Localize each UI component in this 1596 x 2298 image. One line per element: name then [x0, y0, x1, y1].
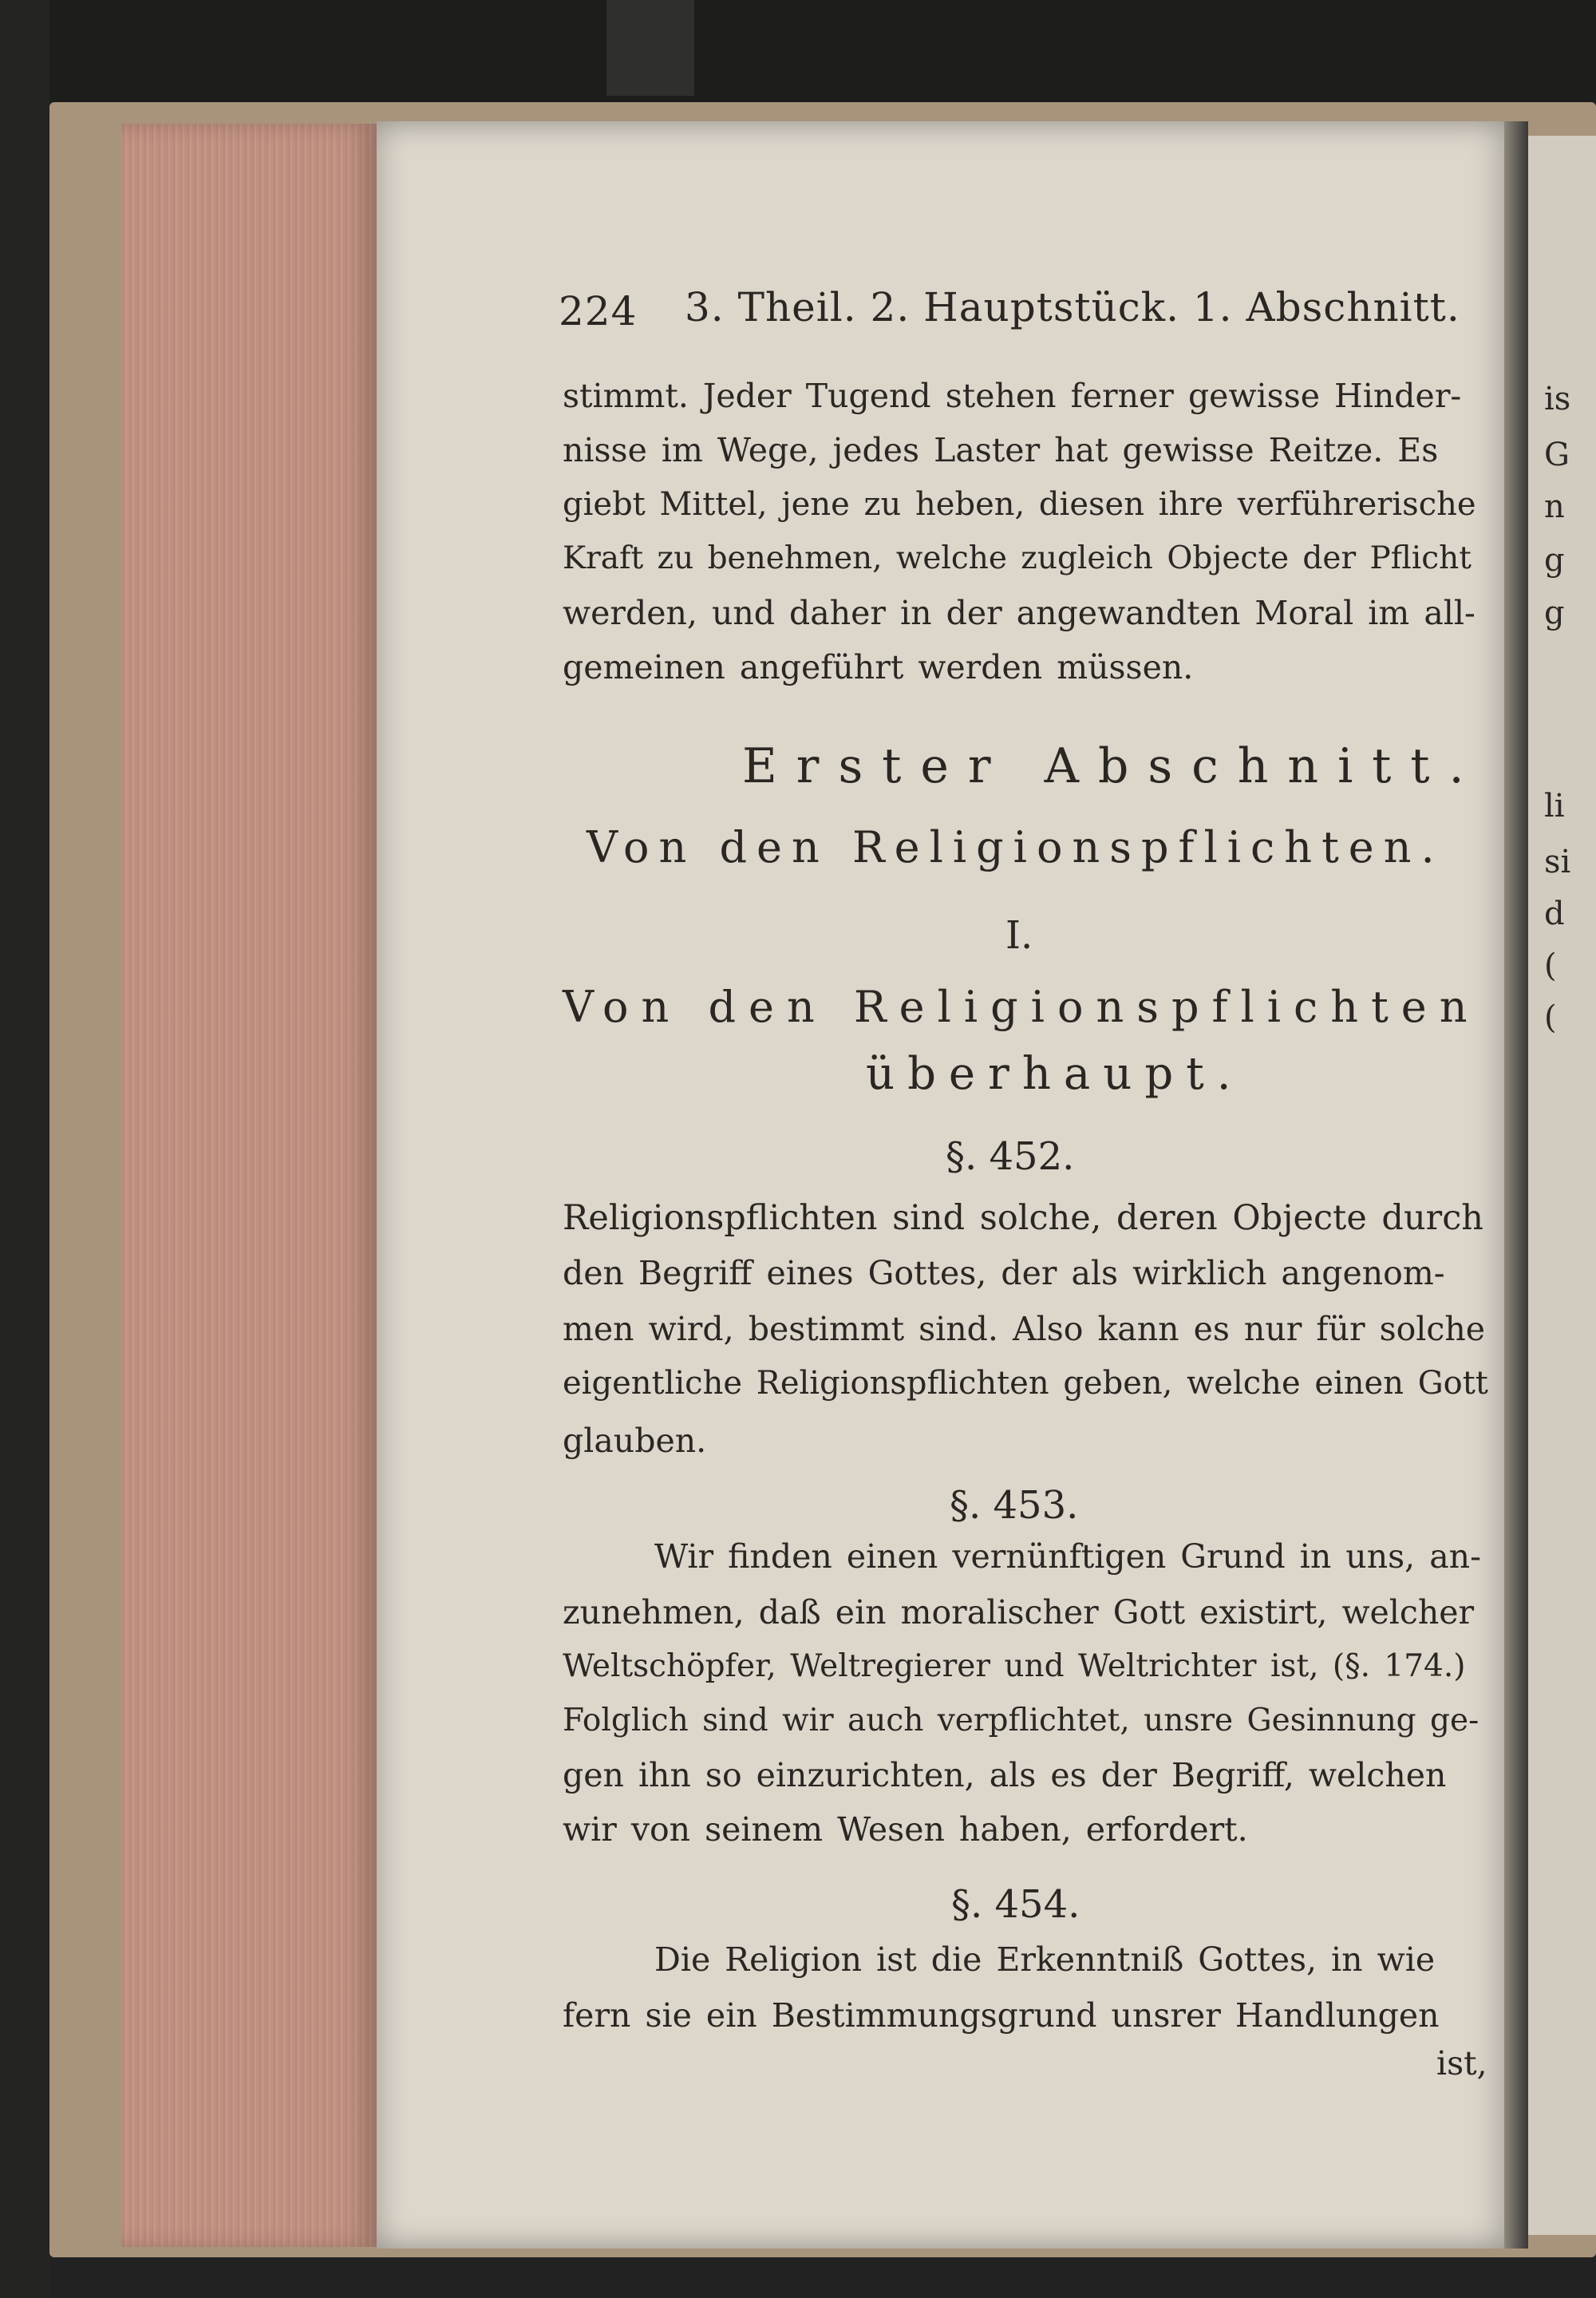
paragraph-line: glauben. — [563, 1422, 707, 1460]
facing-page-fragment: ( — [1544, 999, 1557, 1036]
dark-backdrop-left — [0, 0, 49, 2298]
paragraph-number: §. 453. — [950, 1483, 1079, 1528]
paragraph-number: §. 454. — [951, 1882, 1080, 1927]
facing-page-fragment: is — [1544, 381, 1571, 417]
intro-line: Kraft zu benehmen, welche zugleich Objecte der Pflicht — [563, 540, 1472, 576]
facing-page-fragment: ( — [1544, 947, 1557, 984]
paragraph-line: men wird, bestimmt sind. Also kann es nur für solche — [563, 1310, 1486, 1348]
facing-page-fragment: li — [1544, 788, 1565, 825]
facing-page-fragment: G — [1544, 437, 1570, 473]
paragraph-line: Die Religion ist die Erkenntniß Gottes, in wie — [654, 1940, 1436, 1979]
paragraph-line: fern sie ein Bestimmungsgrund unsrer Handlungen — [563, 1996, 1440, 2035]
paragraph-line: ist, — [1436, 2044, 1487, 2082]
paragraph-line: Folglich sind wir auch verpflichtet, unsre Gesinnung ge- — [563, 1703, 1479, 1738]
paragraph-line: den Begriff eines Gottes, der als wirklich angenom- — [563, 1254, 1445, 1292]
subsection-title-line2: überhaupt. — [866, 1048, 1244, 1100]
paragraph-line: Wir finden einen vernünftigen Grund in uns, an- — [654, 1537, 1481, 1576]
intro-line: nisse im Wege, jedes Laster hat gewisse Reitze. Es — [563, 431, 1439, 469]
paragraph-line: zunehmen, daß ein moralischer Gott existirt, welcher — [563, 1593, 1475, 1632]
page-number: 224 — [559, 288, 638, 334]
paragraph-number: §. 452. — [946, 1134, 1075, 1179]
paragraph-line: wir von seinem Wesen haben, erfordert. — [563, 1810, 1248, 1849]
page-gutter — [1504, 121, 1528, 2249]
paragraph-line: eigentliche Religionspflichten geben, welche einen Gott — [563, 1365, 1488, 1402]
facing-page-fragment: si — [1544, 844, 1571, 880]
paragraph-line: gen ihn so einzurichten, als es der Begriff, welchen — [563, 1756, 1447, 1794]
subsection-number: I. — [1005, 913, 1033, 958]
section-subtitle: Von den Religionspflichten. — [587, 822, 1444, 872]
facing-page-fragment: g — [1544, 595, 1565, 631]
paragraph-line: Weltschöpfer, Weltregierer und Weltrichter ist, (§. 174.) — [563, 1648, 1466, 1684]
intro-line: werden, und daher in der angewandten Moral im all- — [563, 594, 1476, 632]
book-spine-strip — [606, 0, 694, 96]
running-title: 3. Theil. 2. Hauptstück. 1. Abschnitt. — [685, 284, 1460, 330]
facing-page — [1528, 136, 1596, 2235]
page-edges — [121, 124, 377, 2247]
facing-page-fragment: g — [1544, 542, 1565, 579]
dark-backdrop-top — [0, 0, 1596, 108]
facing-page-fragment: n — [1544, 488, 1565, 525]
subsection-title-line1: Von den Religionspflichten — [563, 982, 1480, 1032]
intro-line: stimmt. Jeder Tugend stehen ferner gewisse Hinder- — [563, 377, 1462, 415]
section-title: Erster Abschnitt. — [742, 738, 1483, 794]
facing-page-fragment: d — [1544, 896, 1565, 932]
intro-line: gemeinen angeführt werden müssen. — [563, 648, 1194, 686]
paragraph-line: Religionspflichten sind solche, deren Objecte durch — [563, 1198, 1483, 1238]
intro-line: giebt Mittel, jene zu heben, diesen ihre verführerische — [563, 486, 1476, 523]
